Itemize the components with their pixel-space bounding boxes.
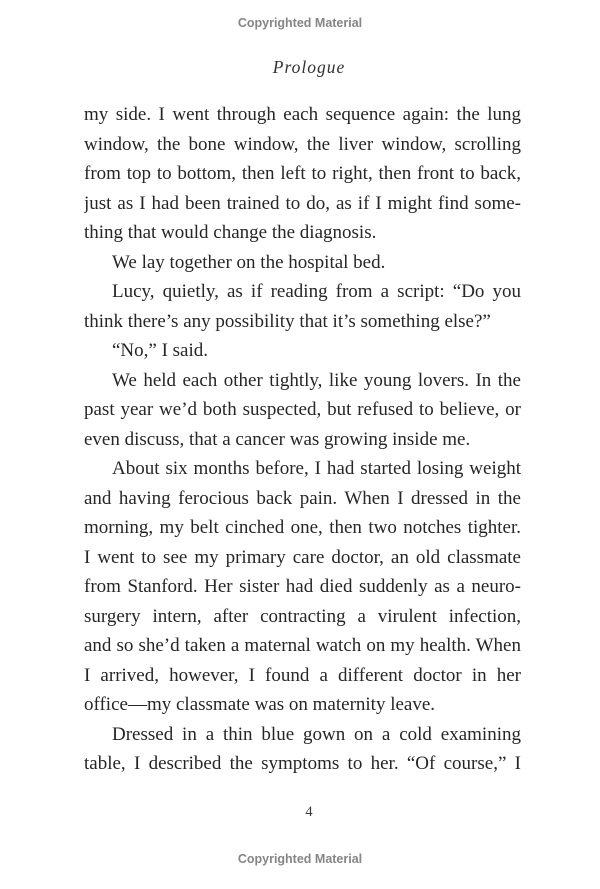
- text-line: from Stanford. Her sister had died suddenly as a neuro-: [84, 576, 521, 597]
- text-line: my side. I went through each sequence again: the lung: [84, 104, 521, 125]
- text-line: window, the bone window, the liver window, scrolling: [84, 133, 521, 155]
- text-line: thing that would change the diagnosis.: [84, 222, 377, 243]
- text-line: office—my classmate was on maternity leave.: [84, 694, 436, 715]
- text-line: Dressed in a thin blue gown on a cold examining: [112, 723, 521, 745]
- text-line: “No,” I said.: [112, 340, 209, 361]
- copyright-notice-top: Copyrighted Material: [237, 16, 363, 30]
- text-line: surgery intern, after contracting a virulent infection,: [84, 605, 521, 627]
- text-line: About six months before, I had started losing weight: [112, 458, 521, 479]
- copyright-notice-bottom: Copyrighted Material: [237, 852, 363, 866]
- text-line: from top to bottom, then left to right, then front to back,: [84, 163, 521, 184]
- text-line: even discuss, that a cancer was growing inside me.: [84, 428, 471, 450]
- text-line: Lucy, quietly, as if reading from a script: “Do you: [112, 281, 521, 302]
- text-line: I arrived, however, I found a different doctor in her: [84, 664, 521, 686]
- text-line: We held each other tightly, like young lovers. In the: [112, 369, 521, 391]
- text-line: and so she’d taken a maternal watch on my health. When: [84, 635, 521, 656]
- text-line: I went to see my primary care doctor, an old classmate: [84, 546, 521, 568]
- text-line: and having ferocious back pain. When I dressed in the: [84, 487, 521, 509]
- body-text: [84, 100, 521, 779]
- chapter-heading: Prologue: [272, 57, 346, 77]
- text-line: just as I had been trained to do, as if I might find some-: [84, 192, 521, 214]
- text-line: past year we’d both suspected, but refused to believe, or: [84, 399, 521, 420]
- text-line: We lay together on the hospital bed.: [112, 251, 386, 273]
- text-line: think there’s any possibility that it’s something else?”: [84, 310, 491, 332]
- text-line: morning, my belt cinched one, then two notches tighter.: [84, 517, 521, 538]
- page-number: 4: [305, 804, 313, 820]
- text-line: table, I described the symptoms to her. “Of course,” I: [84, 753, 521, 774]
